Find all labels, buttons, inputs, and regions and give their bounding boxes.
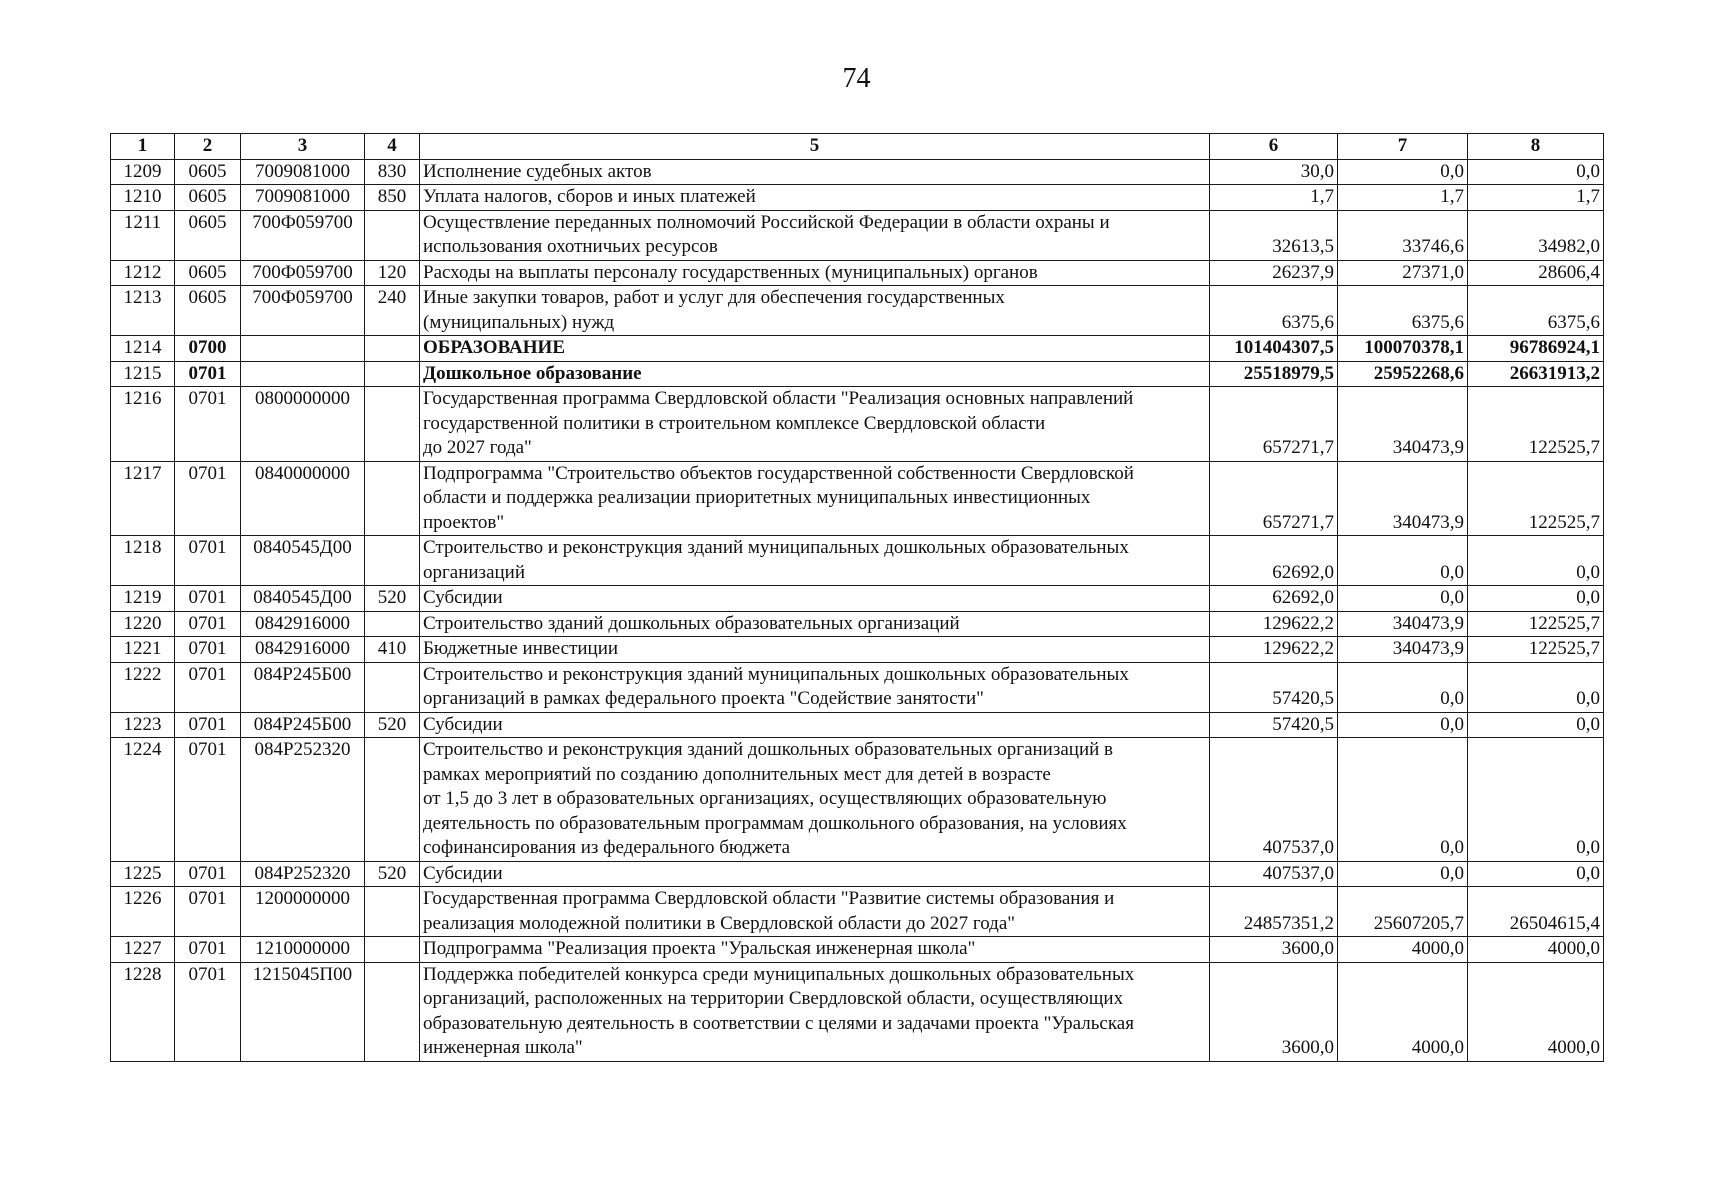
item-name-cell: Дошкольное образование [420, 361, 1210, 387]
target-article-cell: 1200000000 [241, 887, 365, 937]
target-article-cell: 1210000000 [241, 937, 365, 963]
amount-col7-cell: 0,0 [1338, 861, 1468, 887]
amount-col7-cell: 33746,6 [1338, 210, 1468, 260]
target-article-cell: 1215045П00 [241, 962, 365, 1061]
target-article-cell: 0800000000 [241, 387, 365, 462]
row-number-cell: 1220 [111, 611, 175, 637]
table-row [111, 712, 1604, 738]
column-header: 4 [365, 134, 420, 160]
table-row [111, 861, 1604, 887]
amount-col6-cell: 24857351,2 [1210, 887, 1338, 937]
target-article-cell: 0840545Д00 [241, 536, 365, 586]
section-code-cell: 0701 [175, 387, 241, 462]
section-code-cell: 0605 [175, 260, 241, 286]
row-number-cell: 1227 [111, 937, 175, 963]
amount-col6-cell: 129622,2 [1210, 637, 1338, 663]
target-article-cell [241, 336, 365, 362]
item-name-cell: Расходы на выплаты персоналу государственных (муниципальных) органов [420, 260, 1210, 286]
section-code-cell: 0701 [175, 536, 241, 586]
item-name-cell: ОБРАЗОВАНИЕ [420, 336, 1210, 362]
amount-col6-cell: 25518979,5 [1210, 361, 1338, 387]
target-article-cell: 084Р252320 [241, 861, 365, 887]
amount-col6-cell: 101404307,5 [1210, 336, 1338, 362]
row-number-cell: 1209 [111, 159, 175, 185]
row-number-cell: 1222 [111, 662, 175, 712]
amount-col6-cell: 129622,2 [1210, 611, 1338, 637]
expense-type-cell [365, 937, 420, 963]
amount-col7-cell: 0,0 [1338, 159, 1468, 185]
table-row [111, 159, 1604, 185]
row-number-cell: 1215 [111, 361, 175, 387]
amount-col8-cell: 4000,0 [1468, 962, 1604, 1061]
amount-col8-cell: 0,0 [1468, 861, 1604, 887]
row-number-cell: 1225 [111, 861, 175, 887]
table-row [111, 738, 1604, 862]
column-header: 5 [420, 134, 1210, 160]
expense-type-cell: 830 [365, 159, 420, 185]
row-number-cell: 1224 [111, 738, 175, 862]
budget-table [110, 133, 1604, 1062]
item-name-cell: Бюджетные инвестиции [420, 637, 1210, 663]
table-row [111, 536, 1604, 586]
amount-col7-cell: 340473,9 [1338, 387, 1468, 462]
amount-col7-cell: 0,0 [1338, 536, 1468, 586]
table-row [111, 586, 1604, 612]
amount-col7-cell: 0,0 [1338, 738, 1468, 862]
amount-col8-cell: 6375,6 [1468, 286, 1604, 336]
item-name-cell: Осуществление переданных полномочий Российской Федерации в области охраны и использования охотничьих ресурсов [420, 210, 1210, 260]
target-article-cell: 084Р245Б00 [241, 712, 365, 738]
amount-col7-cell: 0,0 [1338, 712, 1468, 738]
row-number-cell: 1221 [111, 637, 175, 663]
column-header: 8 [1468, 134, 1604, 160]
amount-col8-cell: 0,0 [1468, 662, 1604, 712]
table-row [111, 185, 1604, 211]
amount-col8-cell: 122525,7 [1468, 387, 1604, 462]
target-article-cell: 7009081000 [241, 159, 365, 185]
item-name-cell: Строительство и реконструкция зданий дошкольных образовательных организаций в рамках мероприятий по созданию дополнительных мест для детей в возрасте от 1,5 до 3 лет в образовательных организациях, осуществляющих образовательную деятельность по образовательным программам дошкольного образования, на условиях софинансирования из федерального бюджета [420, 738, 1210, 862]
target-article-cell [241, 361, 365, 387]
section-code-cell: 0701 [175, 738, 241, 862]
table-row [111, 637, 1604, 663]
amount-col6-cell: 62692,0 [1210, 536, 1338, 586]
section-code-cell: 0701 [175, 887, 241, 937]
table-row [111, 962, 1604, 1061]
amount-col7-cell: 25952268,6 [1338, 361, 1468, 387]
amount-col7-cell: 340473,9 [1338, 637, 1468, 663]
row-number-cell: 1218 [111, 536, 175, 586]
target-article-cell: 700Ф059700 [241, 286, 365, 336]
target-article-cell: 084Р245Б00 [241, 662, 365, 712]
section-code-cell: 0605 [175, 210, 241, 260]
amount-col7-cell: 340473,9 [1338, 461, 1468, 536]
amount-col8-cell: 122525,7 [1468, 461, 1604, 536]
row-number-cell: 1219 [111, 586, 175, 612]
amount-col6-cell: 57420,5 [1210, 712, 1338, 738]
table-row [111, 260, 1604, 286]
item-name-cell: Субсидии [420, 712, 1210, 738]
column-header: 2 [175, 134, 241, 160]
table-row [111, 887, 1604, 937]
item-name-cell: Уплата налогов, сборов и иных платежей [420, 185, 1210, 211]
section-code-cell: 0701 [175, 861, 241, 887]
item-name-cell: Субсидии [420, 586, 1210, 612]
row-number-cell: 1213 [111, 286, 175, 336]
row-number-cell: 1216 [111, 387, 175, 462]
section-code-cell: 0605 [175, 286, 241, 336]
amount-col8-cell: 122525,7 [1468, 611, 1604, 637]
target-article-cell: 700Ф059700 [241, 260, 365, 286]
section-code-cell: 0701 [175, 662, 241, 712]
amount-col6-cell: 62692,0 [1210, 586, 1338, 612]
row-number-cell: 1214 [111, 336, 175, 362]
row-number-cell: 1211 [111, 210, 175, 260]
amount-col8-cell: 96786924,1 [1468, 336, 1604, 362]
table-row [111, 662, 1604, 712]
expense-type-cell: 240 [365, 286, 420, 336]
expense-type-cell: 520 [365, 586, 420, 612]
section-code-cell: 0701 [175, 586, 241, 612]
amount-col8-cell: 34982,0 [1468, 210, 1604, 260]
amount-col7-cell: 27371,0 [1338, 260, 1468, 286]
expense-type-cell [365, 210, 420, 260]
item-name-cell: Иные закупки товаров, работ и услуг для обеспечения государственных (муниципальных) нужд [420, 286, 1210, 336]
column-header: 1 [111, 134, 175, 160]
section-code-cell: 0701 [175, 461, 241, 536]
table-row [111, 611, 1604, 637]
expense-type-cell: 520 [365, 861, 420, 887]
table-header-row [111, 134, 1604, 160]
expense-type-cell [365, 461, 420, 536]
amount-col6-cell: 30,0 [1210, 159, 1338, 185]
item-name-cell: Поддержка победителей конкурса среди муниципальных дошкольных образовательных организаций, расположенных на территории Свердловской области, осуществляющих образовательную деятельность в соответствии с целями и задачами проекта "Уральская инженерная школа" [420, 962, 1210, 1061]
item-name-cell: Государственная программа Свердловской области "Развитие системы образования и реализация молодежной политики в Свердловской области до 2027 года" [420, 887, 1210, 937]
expense-type-cell: 520 [365, 712, 420, 738]
table-row [111, 361, 1604, 387]
row-number-cell: 1212 [111, 260, 175, 286]
amount-col6-cell: 3600,0 [1210, 962, 1338, 1061]
amount-col6-cell: 6375,6 [1210, 286, 1338, 336]
row-number-cell: 1228 [111, 962, 175, 1061]
section-code-cell: 0700 [175, 336, 241, 362]
amount-col7-cell: 0,0 [1338, 586, 1468, 612]
target-article-cell: 0840545Д00 [241, 586, 365, 612]
item-name-cell: Строительство и реконструкция зданий муниципальных дошкольных образовательных организаций в рамках федерального проекта "Содействие занятости" [420, 662, 1210, 712]
amount-col7-cell: 0,0 [1338, 662, 1468, 712]
amount-col6-cell: 407537,0 [1210, 738, 1338, 862]
row-number-cell: 1210 [111, 185, 175, 211]
amount-col7-cell: 340473,9 [1338, 611, 1468, 637]
target-article-cell: 700Ф059700 [241, 210, 365, 260]
expense-type-cell: 120 [365, 260, 420, 286]
expense-type-cell [365, 662, 420, 712]
column-header: 7 [1338, 134, 1468, 160]
section-code-cell: 0605 [175, 159, 241, 185]
expense-type-cell [365, 387, 420, 462]
expense-type-cell: 850 [365, 185, 420, 211]
item-name-cell: Подпрограмма "Строительство объектов государственной собственности Свердловской области и поддержка реализации приоритетных муниципальных инвестиционных проектов" [420, 461, 1210, 536]
amount-col6-cell: 407537,0 [1210, 861, 1338, 887]
section-code-cell: 0701 [175, 637, 241, 663]
expense-type-cell: 410 [365, 637, 420, 663]
amount-col6-cell: 57420,5 [1210, 662, 1338, 712]
amount-col8-cell: 0,0 [1468, 159, 1604, 185]
table-row [111, 286, 1604, 336]
amount-col6-cell: 32613,5 [1210, 210, 1338, 260]
table-row [111, 210, 1604, 260]
item-name-cell: Строительство зданий дошкольных образовательных организаций [420, 611, 1210, 637]
column-header: 3 [241, 134, 365, 160]
amount-col6-cell: 657271,7 [1210, 387, 1338, 462]
column-header: 6 [1210, 134, 1338, 160]
expense-type-cell [365, 962, 420, 1061]
table-row [111, 937, 1604, 963]
section-code-cell: 0605 [175, 185, 241, 211]
section-code-cell: 0701 [175, 361, 241, 387]
expense-type-cell [365, 536, 420, 586]
amount-col8-cell: 28606,4 [1468, 260, 1604, 286]
amount-col8-cell: 26504615,4 [1468, 887, 1604, 937]
amount-col7-cell: 1,7 [1338, 185, 1468, 211]
amount-col8-cell: 122525,7 [1468, 637, 1604, 663]
section-code-cell: 0701 [175, 962, 241, 1061]
target-article-cell: 084Р252320 [241, 738, 365, 862]
expense-type-cell [365, 336, 420, 362]
item-name-cell: Подпрограмма "Реализация проекта "Уральская инженерная школа" [420, 937, 1210, 963]
table-row [111, 336, 1604, 362]
table-row [111, 461, 1604, 536]
expense-type-cell [365, 611, 420, 637]
target-article-cell: 0842916000 [241, 637, 365, 663]
amount-col8-cell: 1,7 [1468, 185, 1604, 211]
item-name-cell: Субсидии [420, 861, 1210, 887]
section-code-cell: 0701 [175, 611, 241, 637]
target-article-cell: 0842916000 [241, 611, 365, 637]
target-article-cell: 0840000000 [241, 461, 365, 536]
row-number-cell: 1226 [111, 887, 175, 937]
row-number-cell: 1223 [111, 712, 175, 738]
amount-col7-cell: 4000,0 [1338, 937, 1468, 963]
amount-col7-cell: 6375,6 [1338, 286, 1468, 336]
amount-col8-cell: 0,0 [1468, 738, 1604, 862]
section-code-cell: 0701 [175, 937, 241, 963]
amount-col7-cell: 100070378,1 [1338, 336, 1468, 362]
amount-col6-cell: 3600,0 [1210, 937, 1338, 963]
item-name-cell: Исполнение судебных актов [420, 159, 1210, 185]
table-row [111, 387, 1604, 462]
target-article-cell: 7009081000 [241, 185, 365, 211]
section-code-cell: 0701 [175, 712, 241, 738]
row-number-cell: 1217 [111, 461, 175, 536]
amount-col6-cell: 1,7 [1210, 185, 1338, 211]
table-body [111, 159, 1604, 1061]
amount-col7-cell: 25607205,7 [1338, 887, 1468, 937]
expense-type-cell [365, 738, 420, 862]
expense-type-cell [365, 361, 420, 387]
amount-col8-cell: 0,0 [1468, 536, 1604, 586]
amount-col8-cell: 4000,0 [1468, 937, 1604, 963]
item-name-cell: Строительство и реконструкция зданий муниципальных дошкольных образовательных организаций [420, 536, 1210, 586]
item-name-cell: Государственная программа Свердловской области "Реализация основных направлений государственной политики в строительном комплексе Свердловской области до 2027 года" [420, 387, 1210, 462]
page-number: 74 [842, 63, 871, 94]
amount-col6-cell: 657271,7 [1210, 461, 1338, 536]
amount-col8-cell: 26631913,2 [1468, 361, 1604, 387]
amount-col7-cell: 4000,0 [1338, 962, 1468, 1061]
amount-col8-cell: 0,0 [1468, 712, 1604, 738]
expense-type-cell [365, 887, 420, 937]
amount-col6-cell: 26237,9 [1210, 260, 1338, 286]
amount-col8-cell: 0,0 [1468, 586, 1604, 612]
